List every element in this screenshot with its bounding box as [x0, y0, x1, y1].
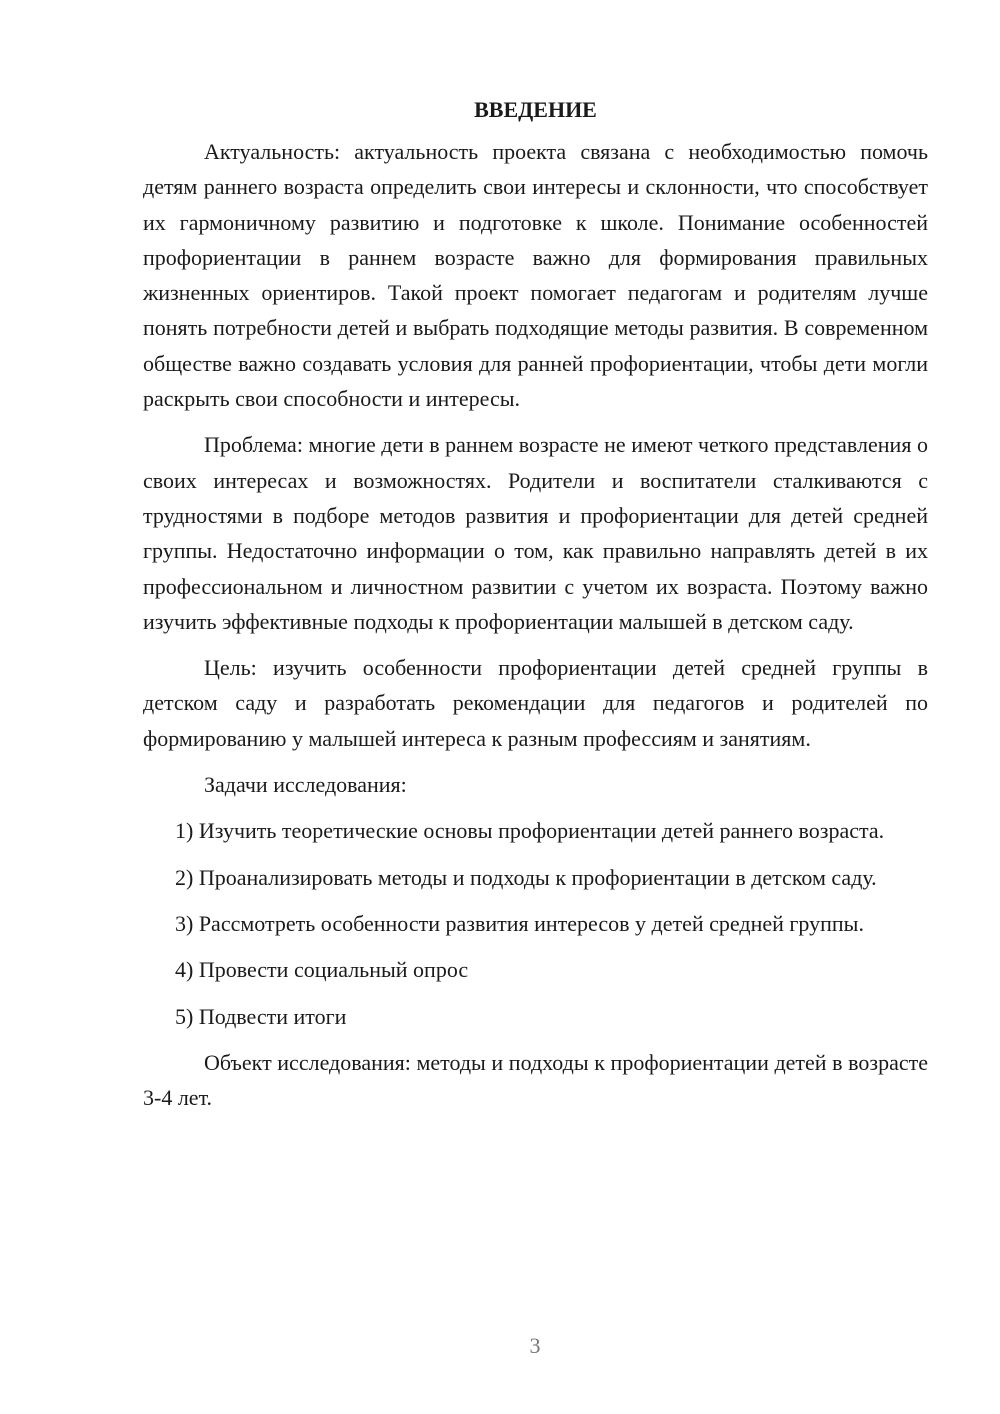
paragraph-object: Объект исследования: методы и подходы к профориентации детей в возрасте 3-4 лет.	[143, 1049, 928, 1111]
tasks-heading: Задачи исследования:	[204, 772, 407, 798]
document-page	[143, 92, 928, 1126]
task-item-4: 4) Провести социальный опрос	[175, 957, 469, 983]
task-item-3: 3) Рассмотреть особенности развития интересов у детей средней группы.	[175, 910, 864, 936]
task-item-2: 2) Проанализировать методы и подходы к профориентации в детском саду.	[175, 864, 877, 890]
paragraph-goal: Цель: изучить особенности профориентации детей средней группы в детском саду и разработать рекомендации для педагогов и родителей по формированию у малышей интереса к разным профессиям и занятиям.	[143, 655, 928, 751]
task-item-1: 1) Изучить теоретические основы профориентации детей раннего возраста.	[175, 818, 885, 844]
section-title: ВВЕДЕНИЕ	[474, 97, 597, 122]
task-item-5: 5) Подвести итоги	[175, 1003, 347, 1029]
page-number: 3	[529, 1333, 541, 1358]
paragraph-relevance: Актуальность: актуальность проекта связана с необходимостью помочь детям раннего возраста определить свои интересы и склонности, что способствует их гармоничному развитию и подготовке к школе. Понимание особенностей профориентации в раннем возрасте важно для формирования правильных жизненных ориентиров. Такой проект помогает педагогам и родителям лучше понять потребности детей и выбрать подходящие методы развития. В современном обществе важно создавать условия для ранней профориентации, чтобы дети могли раскрыть свои способности и интересы.	[143, 139, 928, 412]
paragraph-problem: Проблема: многие дети в раннем возрасте не имеют четкого представления о своих интересах и возможностях. Родители и воспитатели сталкиваются с трудностями в подборе методов развития и профориентации для детей средней группы. Недостаточно информации о том, как правильно направлять детей в их профессиональном и личностном развитии с учетом их возраста. Поэтому важно изучить эффективные подходы к профориентации малышей в детском саду.	[143, 432, 928, 634]
